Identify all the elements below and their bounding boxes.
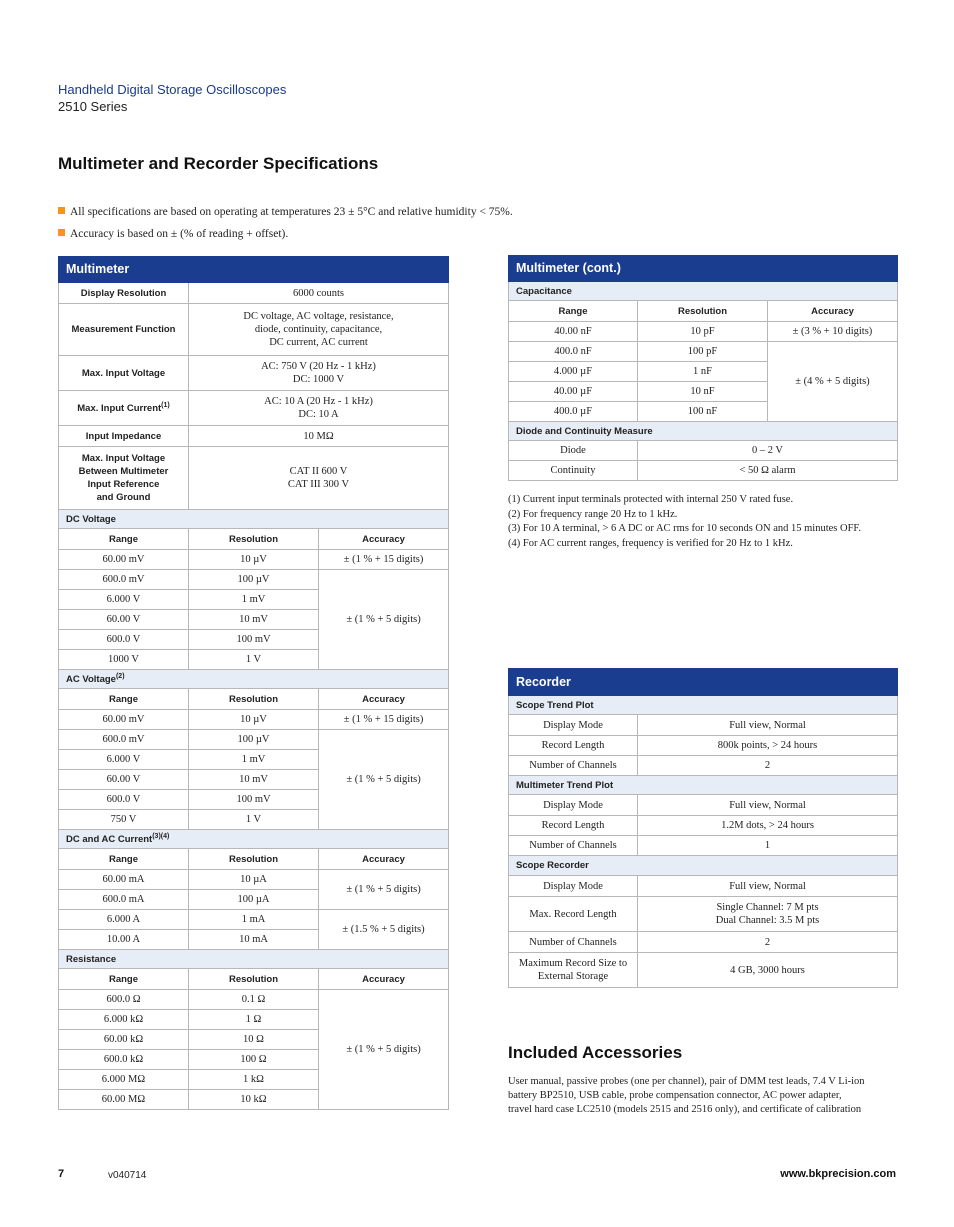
table-row: 1000 V 1 V (59, 650, 449, 670)
footnote-2: (2) For frequency range 20 Hz to 1 kHz. (508, 508, 678, 520)
multimeter-header: Multimeter (59, 257, 449, 283)
col-accuracy: Accuracy (319, 849, 449, 870)
col-range: Range (59, 689, 189, 710)
table-row: Record Length 800k points, > 24 hours (509, 736, 898, 756)
table-row: 40.00 µF 10 nF (509, 382, 898, 402)
table-row: 6.000 kΩ 1 Ω (59, 1010, 449, 1030)
table-row: Display Mode Full view, Normal (509, 795, 898, 816)
col-range: Range (59, 969, 189, 990)
table-row: Maximum Record Size to External Storage 4 GB, 3000 hours (509, 953, 898, 988)
table-row: Number of Channels 2 (509, 932, 898, 953)
col-accuracy: Accuracy (768, 301, 898, 322)
document-series: 2510 Series (58, 99, 128, 114)
max-voltage-between-label: Max. Input Voltage Between Multimeter Input Reference and Ground (59, 447, 189, 510)
page-number: 7 (58, 1168, 65, 1180)
ac-voltage-subheader: AC Voltage$^{(2)}$ (59, 670, 449, 689)
table-row: 600.0 V 100 mV (59, 790, 449, 810)
col-resolution: Resolution (189, 969, 319, 990)
table-row: 60.00 mV 10 µV ± (1 % + 15 digits) (59, 710, 449, 730)
col-resolution: Resolution (189, 689, 319, 710)
dcv-accuracy-1: ± (1 % + 15 digits) (319, 550, 449, 570)
table-row: Record Length 1.2M dots, > 24 hours (509, 816, 898, 836)
input-impedance-value: 10 MΩ (189, 426, 449, 447)
table-row: 60.00 MΩ 10 kΩ (59, 1090, 449, 1110)
accessories-heading: Included Accessories (508, 1043, 683, 1062)
table-row: 6.000 MΩ 1 kΩ (59, 1070, 449, 1090)
max-voltage-between-value: CAT II 600 V CAT III 300 V (189, 447, 449, 510)
table-row: 60.00 mA 10 µA ± (1 % + 5 digits) (59, 870, 449, 890)
bullet-accuracy: Accuracy is based on ± (% of reading + offset). (58, 228, 288, 240)
version-code: v040714 (108, 1170, 147, 1181)
col-resolution: Resolution (189, 849, 319, 870)
table-row: Diode 0 – 2 V (509, 441, 898, 461)
bullet-temperature: All specifications are based on operating at temperatures 23 ± 5°C and relative humidity < 75%. (58, 206, 513, 218)
dc-voltage-subheader: DC Voltage (59, 510, 449, 529)
col-range: Range (509, 301, 638, 322)
col-resolution: Resolution (189, 529, 319, 550)
multimeter-cont-table (508, 255, 898, 481)
max-input-voltage-label: Max. Input Voltage (59, 356, 189, 391)
scope-recorder-subheader: Scope Recorder (509, 856, 898, 876)
table-row: 60.00 kΩ 10 Ω (59, 1030, 449, 1050)
recorder-header: Recorder (509, 669, 898, 696)
footnotes (508, 493, 861, 551)
col-accuracy: Accuracy (319, 969, 449, 990)
acv-accuracy-1: ± (1 % + 15 digits) (319, 710, 449, 730)
table-row: 40.00 nF 10 pF ± (3 % + 10 digits) (509, 322, 898, 342)
table-row: 4.000 µF 1 nF (509, 362, 898, 382)
recorder-table (508, 668, 898, 988)
max-input-voltage-value: AC: 750 V (20 Hz - 1 kHz) DC: 1000 V (189, 356, 449, 391)
col-accuracy: Accuracy (319, 529, 449, 550)
table-row: 400.0 nF 100 pF ± (4 % + 5 digits) (509, 342, 898, 362)
acv-accuracy-2: ± (1 % + 5 digits) (319, 730, 449, 830)
table-row: 600.0 mV 100 µV ± (1 % + 5 digits) (59, 570, 449, 590)
table-row: Display Mode Full view, Normal (509, 876, 898, 897)
max-input-current-label: Max. Input Current$^{(1)}$ (59, 391, 189, 426)
input-impedance-label: Input Impedance (59, 426, 189, 447)
current-subheader: DC and AC Current$^{(3)(4)}$ (59, 830, 449, 849)
scope-trend-subheader: Scope Trend Plot (509, 696, 898, 715)
table-row: 750 V 1 V (59, 810, 449, 830)
current-accuracy-2: ± (1.5 % + 5 digits) (319, 910, 449, 950)
table-row: Number of Channels 1 (509, 836, 898, 856)
website-link[interactable]: www.bkprecision.com (780, 1168, 896, 1180)
display-resolution-value: 6000 counts (189, 283, 449, 304)
table-row: 6.000 V 1 mV (59, 750, 449, 770)
cap-accuracy-2: ± (4 % + 5 digits) (768, 342, 898, 422)
table-row: 600.0 mV 100 µV ± (1 % + 5 digits) (59, 730, 449, 750)
col-accuracy: Accuracy (319, 689, 449, 710)
footnote-1: (1) Current input terminals protected with internal 250 V rated fuse. (508, 494, 794, 505)
table-row: 400.0 µF 100 nF (509, 402, 898, 422)
table-row: Number of Channels 2 (509, 756, 898, 776)
col-range: Range (59, 849, 189, 870)
col-range: Range (59, 529, 189, 550)
resistance-accuracy: ± (1 % + 5 digits) (319, 990, 449, 1110)
footnote-4: (4) For AC current ranges, frequency is verified for 20 Hz to 1 kHz. (508, 537, 793, 549)
table-row: 60.00 V 10 mV (59, 610, 449, 630)
table-row: Display Mode Full view, Normal (509, 715, 898, 736)
document-title: Handheld Digital Storage Oscilloscopes (58, 82, 287, 97)
table-row: 600.0 kΩ 100 Ω (59, 1050, 449, 1070)
col-resolution: Resolution (638, 301, 768, 322)
table-row: 600.0 mA 100 µA (59, 890, 449, 910)
bullet-square-icon (58, 229, 65, 236)
multimeter-cont-header: Multimeter (cont.) (509, 256, 898, 282)
current-accuracy-1: ± (1 % + 5 digits) (319, 870, 449, 910)
measurement-function-label: Measurement Function (59, 304, 189, 356)
cap-accuracy-1: ± (3 % + 10 digits) (768, 322, 898, 342)
display-resolution-label: Display Resolution (59, 283, 189, 304)
table-row: 60.00 mV 10 µV ± (1 % + 15 digits) (59, 550, 449, 570)
table-row: 60.00 V 10 mV (59, 770, 449, 790)
resistance-subheader: Resistance (59, 950, 449, 969)
section-heading: Multimeter and Recorder Specifications (58, 154, 379, 173)
table-row: 600.0 Ω 0.1 Ω ± (1 % + 5 digits) (59, 990, 449, 1010)
table-row: 6.000 V 1 mV (59, 590, 449, 610)
dcv-accuracy-2: ± (1 % + 5 digits) (319, 570, 449, 670)
table-row: 6.000 A 1 mA ± (1.5 % + 5 digits) (59, 910, 449, 930)
accessories-text: User manual, passive probes (one per channel), pair of DMM test leads, 7.4 V Li-ion battery BP2510, USB cable, probe compensation connector, AC power adapter, travel hard case LC2510 (models 2515 and 2516 only), and certificate of calibration (508, 1076, 865, 1115)
table-row: 10.00 A 10 mA (59, 930, 449, 950)
capacitance-subheader: Capacitance (509, 282, 898, 301)
bullet-square-icon (58, 207, 65, 214)
mm-trend-subheader: Multimeter Trend Plot (509, 776, 898, 795)
measurement-function-value: DC voltage, AC voltage, resistance, diode, continuity, capacitance, DC current, AC current (189, 304, 449, 356)
multimeter-table (58, 256, 449, 1110)
table-row: 600.0 V 100 mV (59, 630, 449, 650)
max-input-current-value: AC: 10 A (20 Hz - 1 kHz) DC: 10 A (189, 391, 449, 426)
footnote-3: (3) For 10 A terminal, > 6 A DC or AC rms for 10 seconds ON and 15 minutes OFF. (508, 523, 862, 534)
table-row: Max. Record Length Single Channel: 7 M pts Dual Channel: 3.5 M pts (509, 897, 898, 932)
table-row: Continuity < 50 Ω alarm (509, 461, 898, 481)
diode-subheader: Diode and Continuity Measure (509, 422, 898, 441)
